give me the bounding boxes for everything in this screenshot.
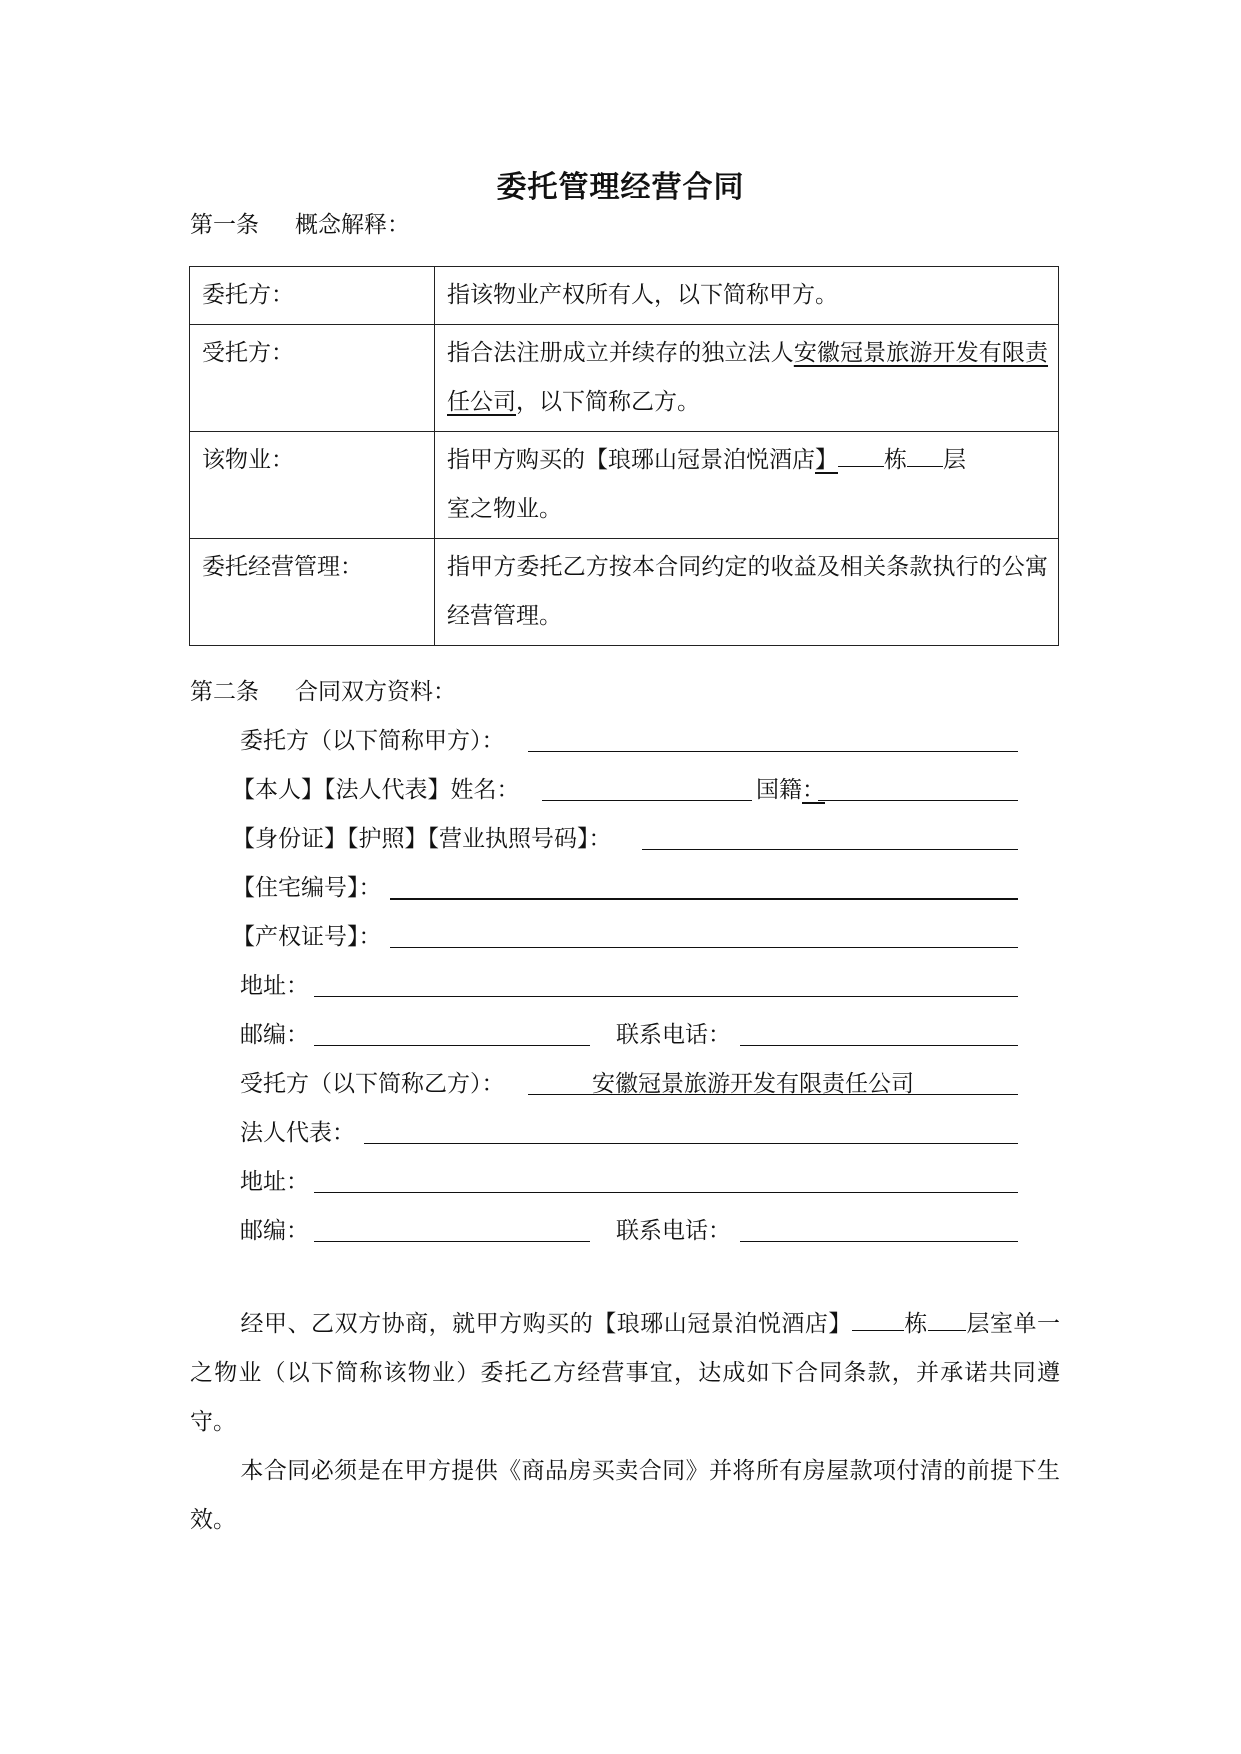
paragraph-text: 本合同必须是在甲方提供《商品房买卖合同》并将所有房屋款项付清的前提下生效。 [190,1458,1060,1533]
party-a-label: 委托方（以下简称甲方）： [240,728,505,754]
building-blank[interactable] [838,442,884,467]
article1-title: 概念解释： [295,212,410,238]
residence-field[interactable] [390,898,1018,900]
term-cell: 委托经营管理： [190,539,435,646]
postcode-b-row [0,1212,1241,1246]
name-field[interactable] [542,800,752,801]
table-row [190,325,1059,432]
residence-label: 【住宅编号】： [232,875,382,901]
document-title: 委托管理经营合同 [496,170,745,205]
term-cell: 委托方： [190,267,435,325]
unit-floor: 层 [943,447,966,473]
bracket-underlined: 】 [815,447,838,473]
article1-heading [190,206,410,239]
property-cert-field[interactable] [390,947,1018,948]
desc-cell [435,325,1059,432]
table-row [190,432,1059,539]
postcode-a-label: 邮编： [240,1022,309,1048]
id-field[interactable] [642,849,1018,850]
legal-rep-row [0,1114,1241,1148]
property-cert-row [0,918,1241,952]
agreement-paragraph [190,1300,1060,1447]
legal-rep-label: 法人代表： [240,1120,355,1146]
term-cell: 该物业： [190,432,435,539]
desc-text: 指合法注册成立并续存的独立法人 [447,340,794,366]
effective-paragraph [190,1447,1060,1545]
id-label: 【身份证】【护照】【营业执照号码】： [232,826,612,852]
party-b-value: 安徽冠景旅游开发有限责任公司 [592,1071,914,1097]
table-row [190,539,1059,646]
name-label: 【本人】【法人代表】姓名： [232,777,520,803]
address-b-field[interactable] [314,1192,1018,1193]
legal-rep-field[interactable] [364,1143,1018,1144]
table-row [190,267,1059,325]
floor-blank[interactable] [928,1306,966,1331]
trustee-company-name: 安徽冠景旅游开发有限责任公司 [447,340,1049,415]
nationality-field[interactable] [818,800,1018,801]
desc-text: ，以下简称乙方。 [516,389,700,415]
postcode-a-field[interactable] [314,1045,590,1046]
phone-b-field[interactable] [740,1241,1018,1242]
postcode-a-row [0,1016,1241,1050]
address-a-field[interactable] [314,996,1018,997]
article2-number: 第二条 [190,679,259,705]
property-cert-label: 【产权证号】： [232,924,382,950]
address-a-label: 地址： [240,973,309,999]
party-b-label: 受托方（以下简称乙方）： [240,1071,505,1097]
building-blank[interactable] [852,1306,904,1331]
address-b-label: 地址： [240,1169,309,1195]
id-row [0,820,1241,854]
nationality-colon: ： [802,777,825,803]
desc-cell [435,432,1059,539]
residence-row [0,869,1241,903]
term-cell: 受托方： [190,325,435,432]
floor-blank[interactable] [907,442,943,467]
address-a-row [0,967,1241,1001]
name-row [0,771,1241,805]
phone-b-label: 联系电话： [616,1218,731,1244]
unit-building: 栋 [903,1311,928,1337]
party-a-row [0,722,1241,756]
desc-text: 室之物业。 [447,496,562,522]
paragraph-text: 室单一之物业（以下简称该物业）委托乙方经营事宜，达成如下合同条款，并承诺共同遵守。 [190,1311,1061,1435]
desc-text: 指甲方购买的【琅琊山冠景泊悦酒店 [447,447,815,473]
desc-cell: 指该物业产权所有人，以下简称甲方。 [435,267,1059,325]
definitions-table [189,266,1059,646]
unit-building: 栋 [884,447,907,473]
nationality-label: 国籍 [756,777,802,803]
party-b-row [0,1065,1241,1099]
phone-a-label: 联系电话： [616,1022,731,1048]
article2-heading [190,673,456,706]
unit-floor: 层 [965,1311,990,1337]
article2-title: 合同双方资料： [295,679,456,705]
phone-a-field[interactable] [740,1045,1018,1046]
address-b-row [0,1163,1241,1197]
postcode-b-label: 邮编： [240,1218,309,1244]
desc-cell: 指甲方委托乙方按本合同约定的收益及相关条款执行的公寓经营管理。 [435,539,1059,646]
postcode-b-field[interactable] [314,1241,590,1242]
party-a-field[interactable] [528,751,1018,752]
paragraph-text: 经甲、乙双方协商，就甲方购买的【琅琊山冠景泊悦酒店】 [240,1311,852,1337]
article1-number: 第一条 [190,212,259,238]
